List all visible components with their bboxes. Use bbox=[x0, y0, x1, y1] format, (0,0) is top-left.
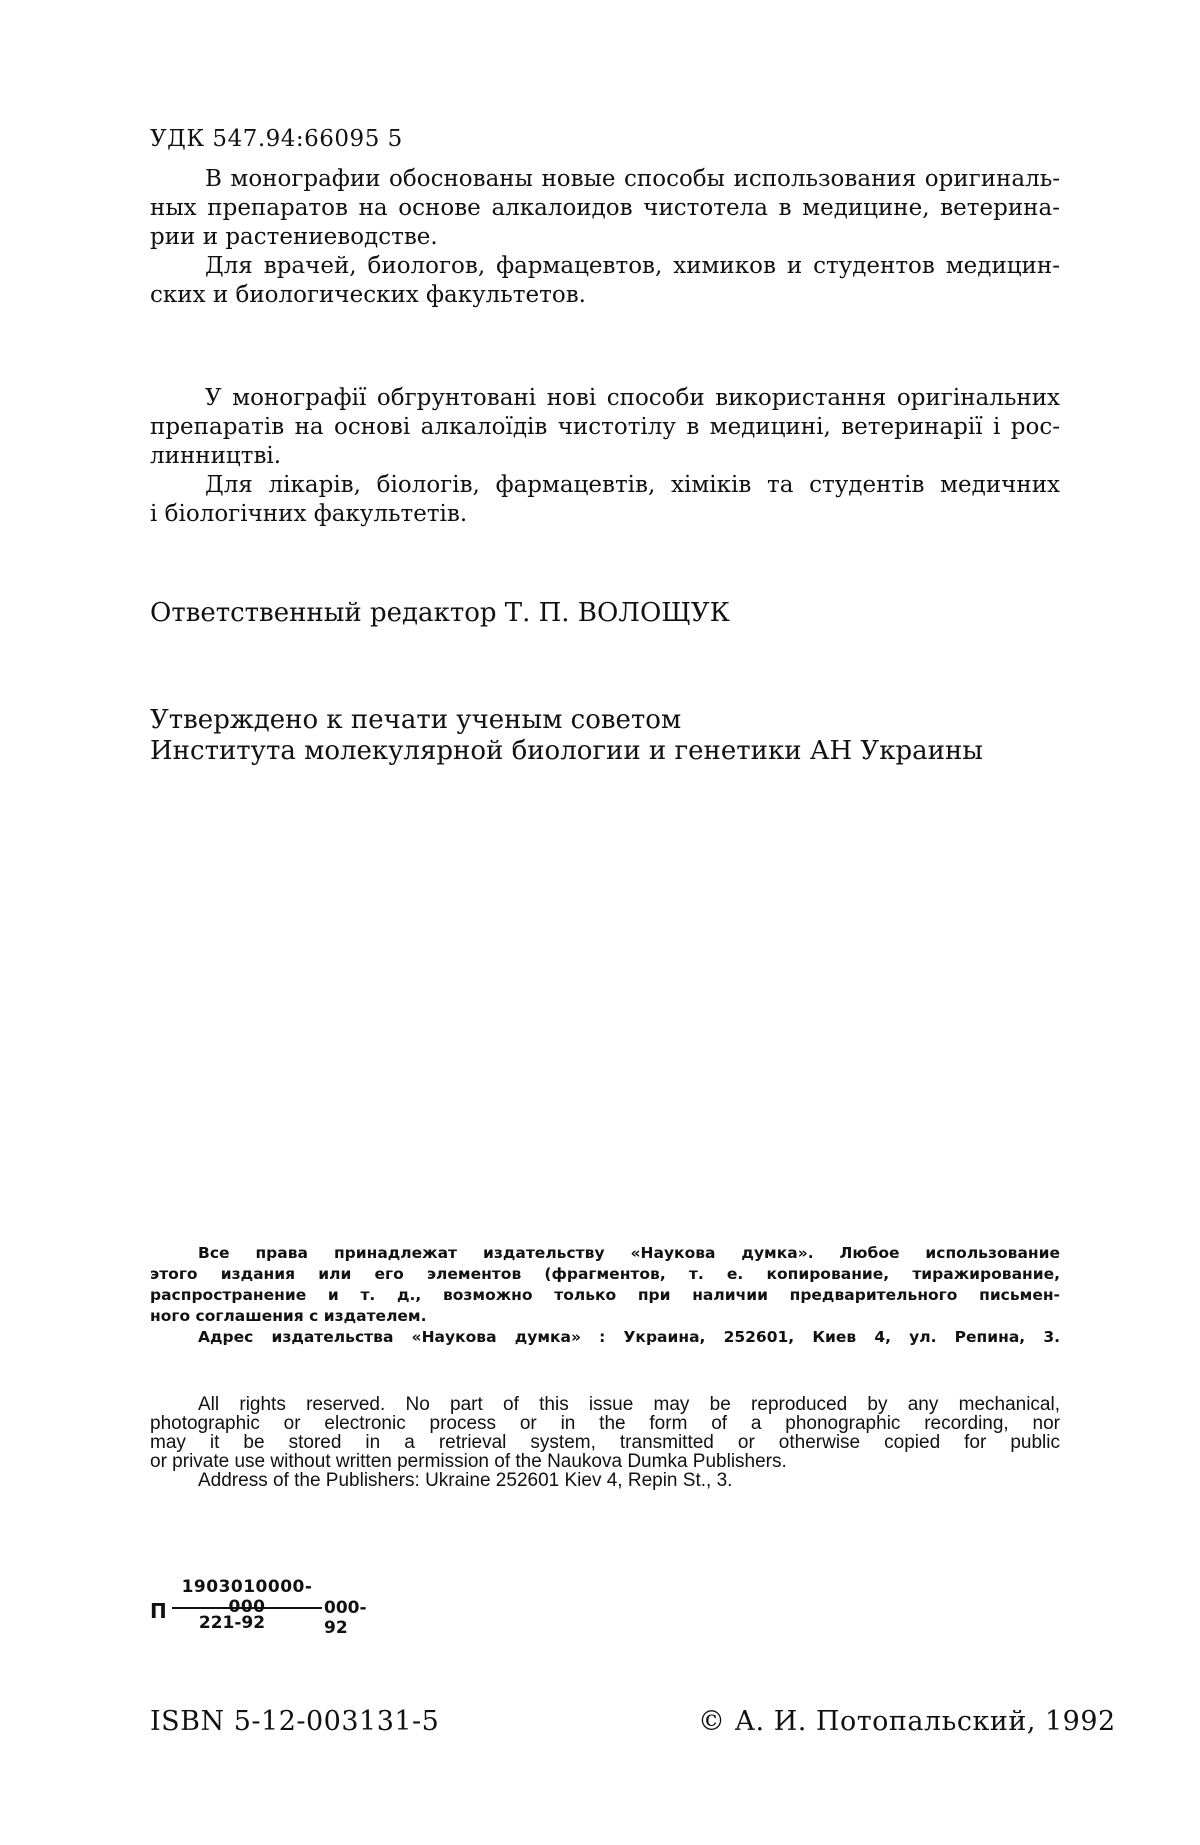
rights-en-line: Address of the Publishers: Ukraine 252601 Kiev 4, Repin St., 3. bbox=[198, 1470, 733, 1491]
annotation-uk-line: препаратів на основі алкалоїдів чистотілу в медицині, ветеринарії і рос- bbox=[150, 414, 1060, 440]
rights-en-line: or private use without written permission of the Naukova Dumka Publishers. bbox=[150, 1451, 787, 1472]
annotation-ru-line: ных препаратов на основе алкалоидов чистотела в медицине, ветерина- bbox=[150, 195, 1060, 221]
annotation-ru-line: ских и биологических факультетов. bbox=[150, 282, 586, 308]
rights-en-line: All rights reserved. No part of this issue may be reproduced by any mechanical, bbox=[198, 1394, 1060, 1415]
annotation-ru-line: рии и растениеводстве. bbox=[150, 224, 438, 250]
rights-en-line: photographic or electronic process or in the form of a phonographic recording, nor bbox=[150, 1413, 1060, 1434]
index-denominator: 221-92 bbox=[198, 1613, 266, 1633]
approval-line: Утверждено к печати ученым советом bbox=[150, 705, 682, 735]
annotation-uk-line: Для лікарів, біологів, фармацевтів, хіміків та студентів медичних bbox=[205, 472, 1060, 498]
index-fraction-bar bbox=[172, 1607, 322, 1609]
rights-ru-line: Адрес издательства «Наукова думка» : Украина, 252601, Киев 4, ул. Репина, 3. bbox=[198, 1328, 1060, 1346]
approval-line: Института молекулярной биологии и генетики АН Украины bbox=[150, 736, 983, 766]
annotation-ru-line: Для врачей, биологов, фармацевтов, химиков и студентов медицин- bbox=[205, 253, 1060, 279]
rights-ru-line: распространение и т. д., возможно только при наличии предварительного письмен- bbox=[150, 1286, 1060, 1304]
index-letter: П bbox=[150, 1599, 167, 1623]
copyright: © А. И. Потопальский, 1992 bbox=[698, 1706, 1116, 1737]
responsible-editor: Ответственный редактор Т. П. ВОЛОЩУК bbox=[150, 598, 730, 628]
annotation-russian bbox=[150, 165, 1060, 310]
annotation-ukrainian bbox=[150, 384, 1060, 529]
annotation-uk-line: і біологічних факультетів. bbox=[150, 501, 468, 527]
rights-notice-russian bbox=[150, 1243, 1060, 1348]
rights-ru-line: этого издания или его элементов (фрагментов, т. е. копирование, тиражирование, bbox=[150, 1265, 1060, 1283]
approval-note bbox=[150, 705, 1060, 767]
rights-ru-line: ного соглашения с издателем. bbox=[150, 1307, 427, 1325]
rights-ru-line: Все права принадлежат издательству «Наукова думка». Любое использование bbox=[198, 1244, 1060, 1262]
rights-notice-english bbox=[150, 1395, 1060, 1490]
annotation-uk-line: линництві. bbox=[150, 443, 282, 469]
annotation-ru-line: В монографии обоснованы новые способы использования оригиналь- bbox=[205, 166, 1060, 192]
udc-code: УДК 547.94:66095 5 bbox=[150, 126, 403, 152]
annotation-uk-line: У монографії обгрунтовані нові способи використання оригінальних bbox=[205, 385, 1060, 411]
index-tail: 000-92 bbox=[324, 1598, 367, 1638]
rights-en-line: may it be stored in a retrieval system, transmitted or otherwise copied for public bbox=[150, 1432, 1060, 1453]
index-numerator: 1903010000-000 bbox=[181, 1577, 313, 1617]
isbn: ISBN 5-12-003131-5 bbox=[150, 1706, 440, 1737]
